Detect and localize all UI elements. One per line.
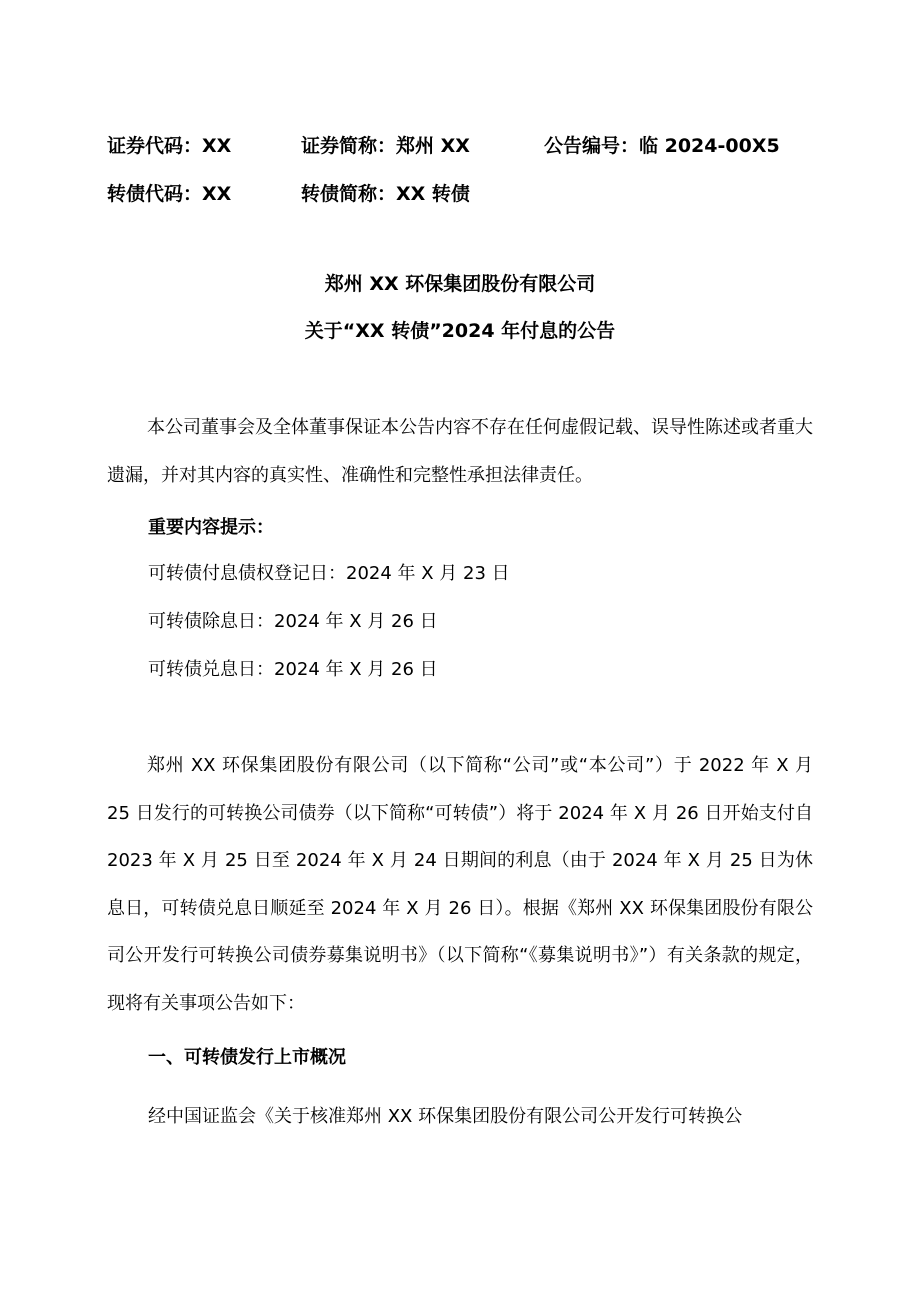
bond-name: 转债简称：XX 转债 — [301, 183, 470, 205]
announcement-number: 公告编号：临 2024-00X5 — [544, 135, 780, 157]
header-row-bond — [107, 179, 830, 205]
board-statement: 本公司董事会及全体董事保证本公告内容不存在任何虚假记载、误导性陈述或者重大遗漏，并对其内容的真实性、准确性和完整性承担法律责任。 — [107, 417, 813, 486]
section-1-heading: 一、可转债发行上市概况 — [148, 1047, 346, 1068]
company-title: 郑州 XX 环保集团股份有限公司 — [324, 273, 596, 295]
key-points-heading: 重要内容提示： — [148, 517, 274, 538]
ex-dividend-date: 可转债除息日：2024 年 X 月 26 日 — [148, 611, 438, 632]
announcement-header — [107, 131, 830, 205]
announcement-title: 关于“XX 转债”2024 年付息的公告 — [304, 320, 616, 342]
stock-code: 证券代码：XX — [107, 135, 232, 157]
stock-name: 证券简称：郑州 XX — [301, 135, 470, 157]
bond-code: 转债代码：XX — [107, 183, 232, 205]
record-date: 可转债付息债权登记日：2024 年 X 月 23 日 — [148, 563, 510, 584]
section-1-first-line: 经中国证监会《关于核准郑州 XX 环保集团股份有限公司公开发行可转换公 — [148, 1106, 743, 1127]
intro-paragraph: 郑州 XX 环保集团股份有限公司（以下简称“公司”或“本公司”）于 2022 年 X 月 25 日发行的可转换公司债券（以下简称“可转债”）将于 2024 年 X 月 26 日开始支付自 2023 年 X 月 25 日至 2024 年 X 月 24 日期间的利息（由于 2024 年 X 月 25 日为休息日，可转债兑息日顺延至 2024 年 X 月 26 日）。根据《郑州 XX 环保集团股份有限公司公开发行可转换公司债券募集说明书》（以下简称“《募集说明书》”）有关条款的规定，现将有关事项公告如下： — [107, 755, 813, 1014]
header-row-stock — [107, 131, 830, 157]
payment-date: 可转债兑息日：2024 年 X 月 26 日 — [148, 659, 438, 680]
